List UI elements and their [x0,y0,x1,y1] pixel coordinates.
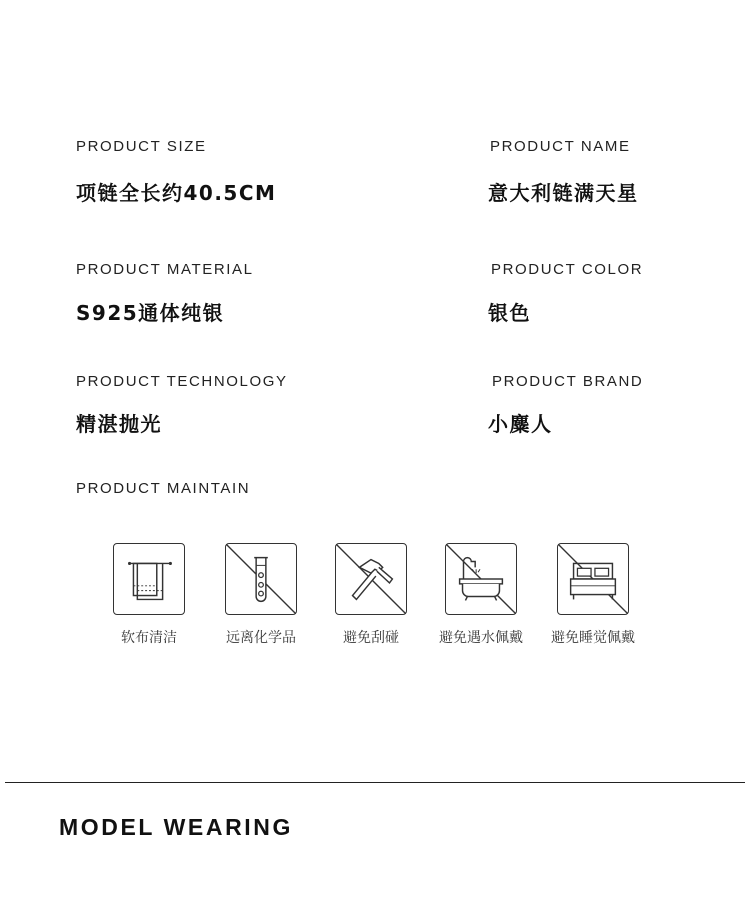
care-item-sleep [538,543,648,647]
care-text: 远离化学品 [226,630,296,646]
brand-label: PRODUCT BRAND [492,373,644,390]
section-divider [5,782,745,783]
material-label: PRODUCT MATERIAL [76,261,254,278]
care-item-chemicals [206,543,316,647]
color-label: PRODUCT COLOR [491,261,644,278]
towel-icon [113,543,185,615]
care-item-scratch [316,543,426,647]
test-tube-prohibited-icon [225,543,297,615]
material-value: S925通体纯银 [76,301,225,325]
brand-value: 小麋人 [488,412,553,436]
name-label: PRODUCT NAME [490,138,631,155]
size-value: 项链全长约40.5CM [76,181,277,205]
care-item-soft-cloth [94,543,204,647]
name-value: 意大利链满天星 [488,181,639,205]
model-wearing-title: MODEL WEARING [59,814,293,840]
color-value: 银色 [488,301,531,325]
technology-label: PRODUCT TECHNOLOGY [76,373,288,390]
maintain-label: PRODUCT MAINTAIN [76,480,251,497]
bed-prohibited-icon [557,543,629,615]
size-label: PRODUCT SIZE [76,138,207,155]
technology-value: 精湛抛光 [76,412,162,436]
care-text: 避免睡觉佩戴 [551,630,635,646]
care-text: 软布清洁 [121,630,177,646]
bathtub-prohibited-icon [445,543,517,615]
care-text: 避免遇水佩戴 [439,630,523,646]
hammer-prohibited-icon [335,543,407,615]
care-text: 避免刮碰 [343,630,399,646]
care-item-water [426,543,536,647]
